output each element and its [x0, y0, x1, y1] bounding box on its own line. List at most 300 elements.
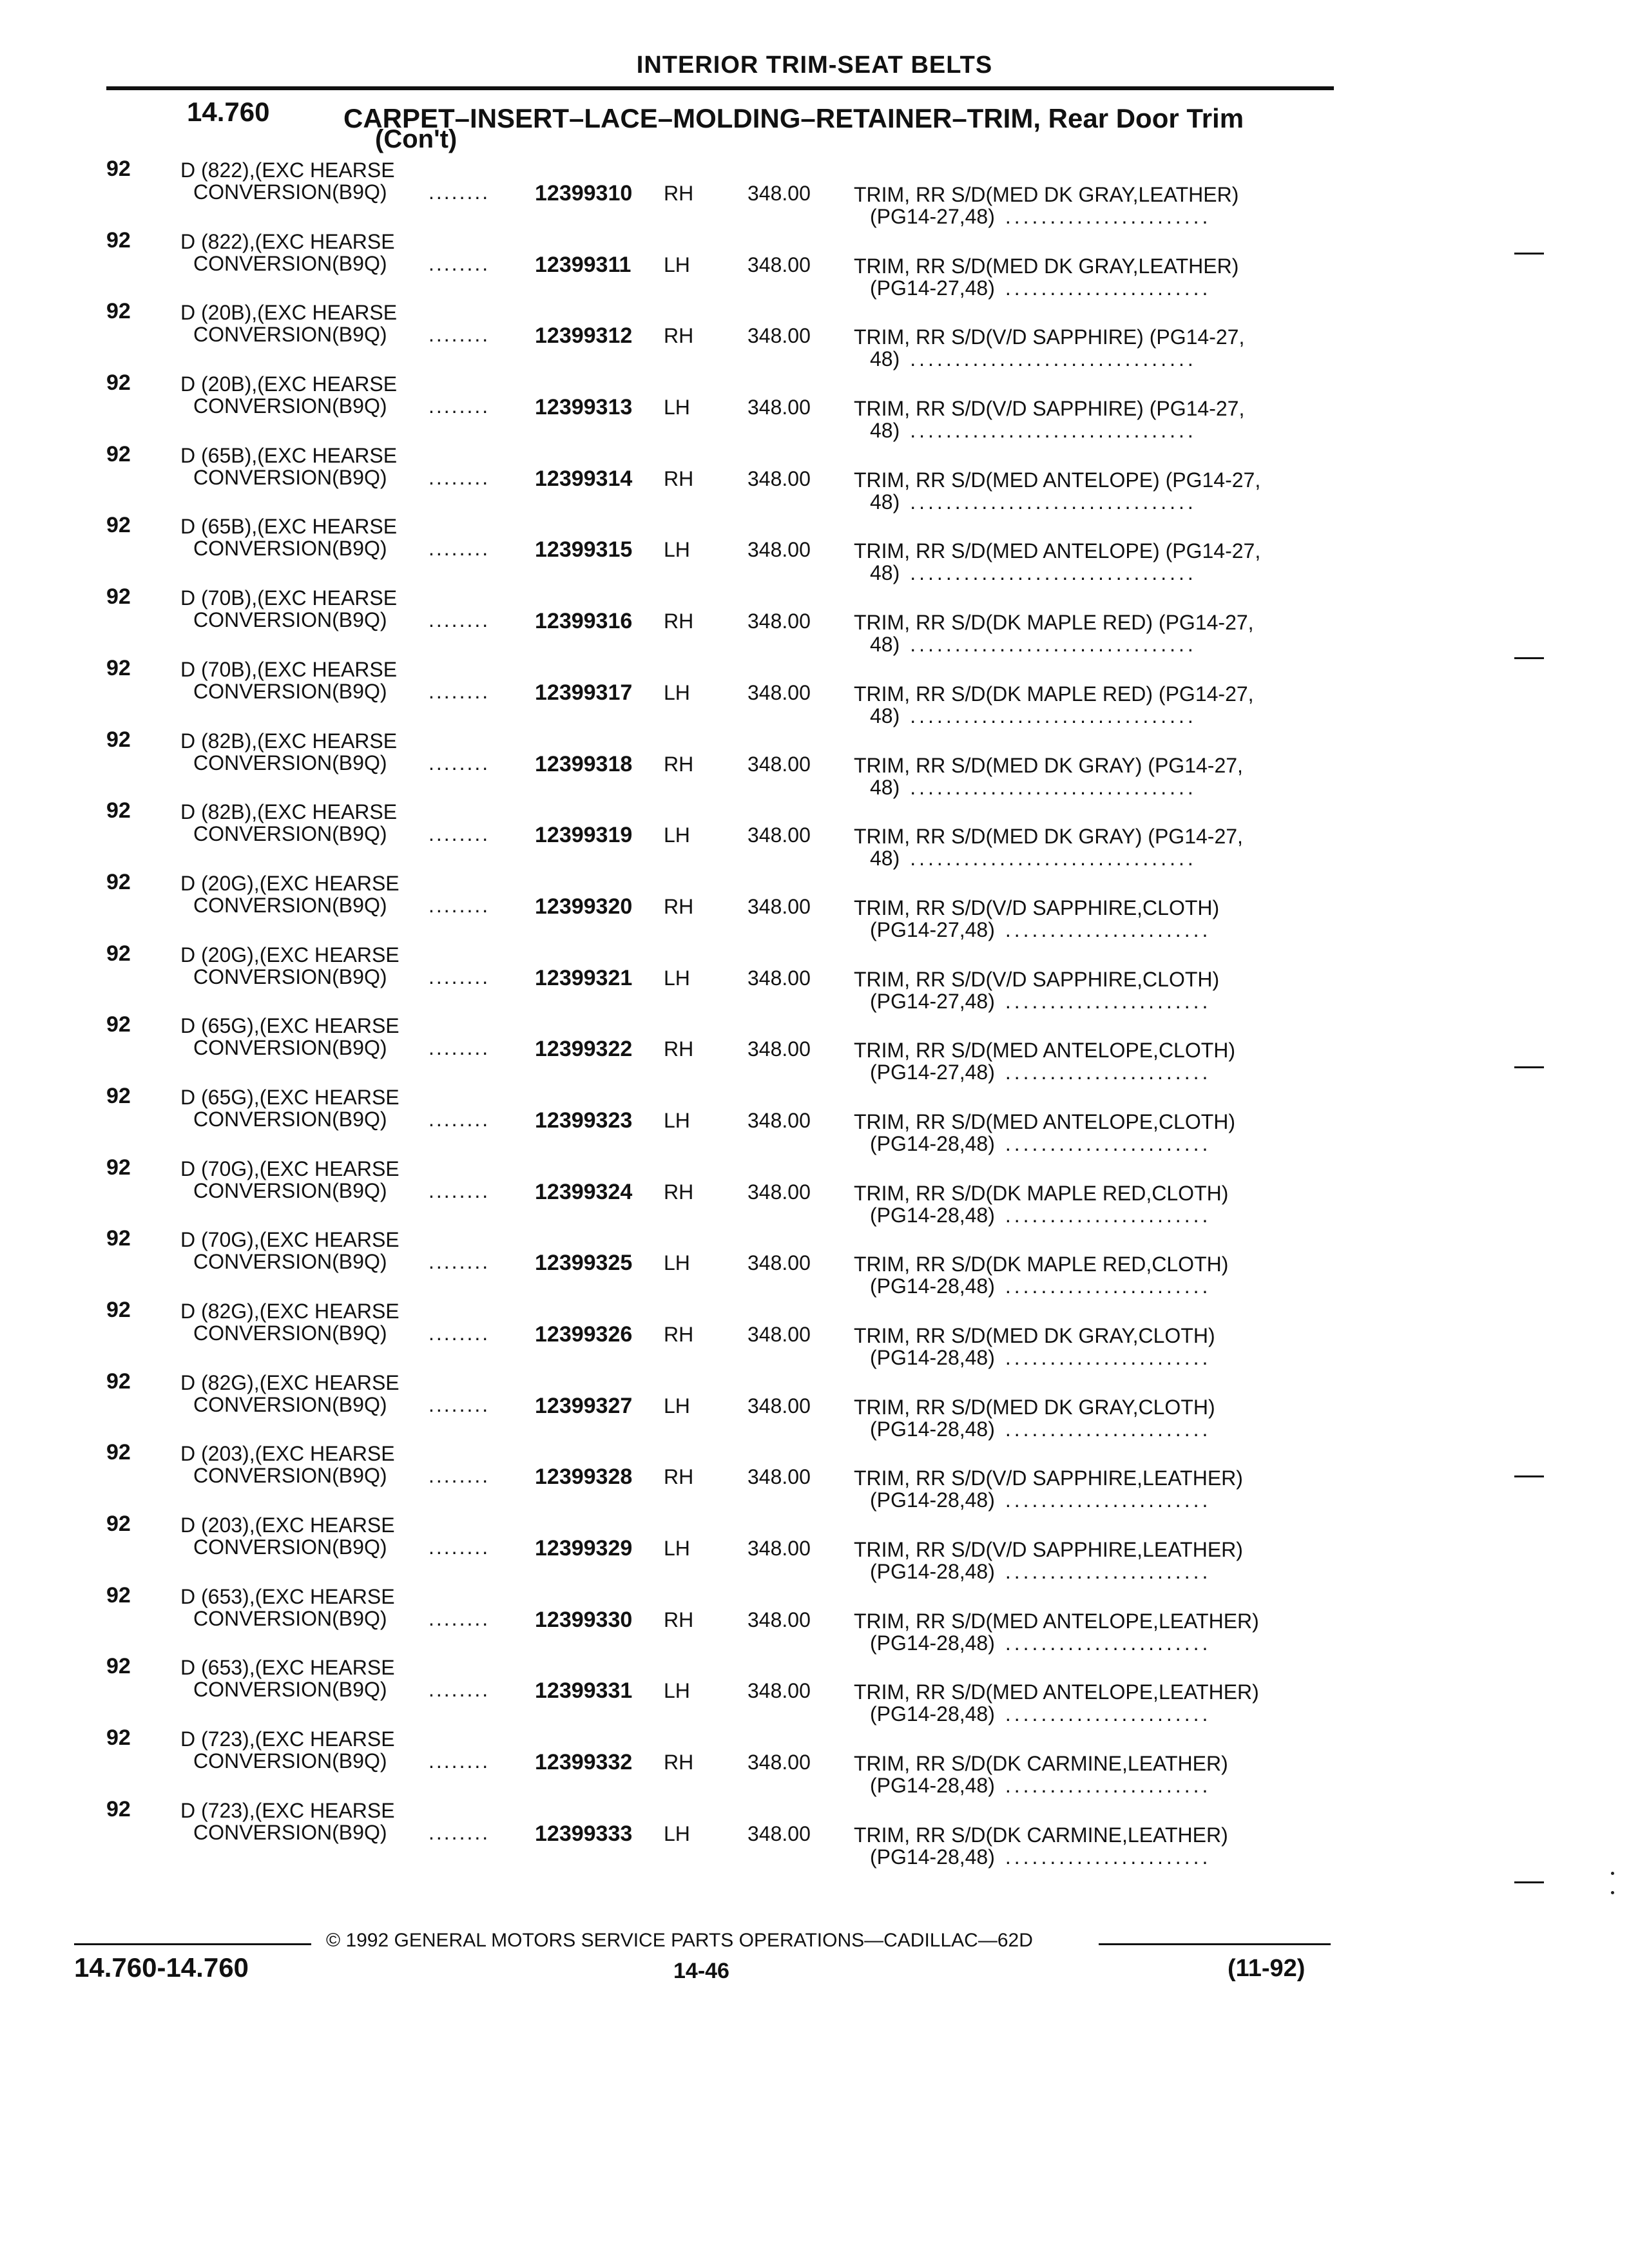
dot-leader: ................................ — [910, 490, 1197, 514]
quantity: 92 — [106, 1796, 131, 1821]
dot-leader: ........ — [429, 965, 490, 988]
part-number: 12399316 — [535, 609, 633, 634]
dot-leader: ....................... — [1005, 918, 1211, 941]
quantity: 92 — [106, 1440, 131, 1465]
price: 348.00 — [747, 1679, 811, 1703]
footer-rule-right — [1099, 1943, 1331, 1945]
trim-reference — [870, 276, 1211, 300]
dot-leader: ........ — [429, 1678, 490, 1702]
option-description: CONVERSION(B9Q) — [193, 1250, 387, 1274]
dot-leader: ........ — [429, 1392, 490, 1416]
quantity: 92 — [106, 513, 131, 538]
trim-reference — [870, 1274, 1211, 1298]
option-description: CONVERSION(B9Q) — [193, 1107, 387, 1131]
quantity: 92 — [106, 655, 131, 680]
part-number: 12399322 — [535, 1037, 633, 1062]
price: 348.00 — [747, 1251, 811, 1275]
trim-description: TRIM, RR S/D(DK MAPLE RED) (PG14-27, — [854, 611, 1254, 635]
dot-leader: ....................... — [1005, 276, 1211, 300]
model-description: D (723),(EXC HEARSE — [180, 1727, 395, 1751]
part-number: 12399313 — [535, 395, 633, 420]
side-code: RH — [664, 1751, 694, 1774]
page-reference: 48) — [870, 633, 900, 657]
option-description: CONVERSION(B9Q) — [193, 1321, 387, 1345]
dot-leader: ........ — [429, 679, 490, 703]
dot-leader: ....................... — [1005, 1346, 1211, 1369]
dot-leader: ........ — [429, 465, 490, 489]
option-description: CONVERSION(B9Q) — [193, 1464, 387, 1488]
margin-mark — [1514, 1881, 1544, 1883]
side-code: LH — [664, 1108, 690, 1132]
model-description: D (65G),(EXC HEARSE — [180, 1014, 400, 1038]
quantity: 92 — [106, 1369, 131, 1394]
trim-reference — [870, 633, 1197, 656]
dot-leader: ....................... — [1005, 1845, 1211, 1869]
side-code: RH — [664, 1608, 694, 1631]
price: 348.00 — [747, 1108, 811, 1132]
footer-copyright: © 1992 GENERAL MOTORS SERVICE PARTS OPERATIONS—CADILLAC—62D — [326, 1930, 1033, 1951]
quantity: 92 — [106, 798, 131, 823]
trim-reference — [870, 1488, 1211, 1512]
dot-leader: ................................ — [910, 347, 1197, 371]
quantity: 92 — [106, 1654, 131, 1679]
part-number: 12399331 — [535, 1678, 633, 1704]
trim-description: TRIM, RR S/D(MED ANTELOPE,CLOTH) — [854, 1110, 1236, 1133]
side-code: RH — [664, 466, 694, 490]
part-entry — [0, 1084, 1629, 1156]
part-entry — [0, 585, 1629, 657]
part-number: 12399326 — [535, 1322, 633, 1347]
part-number: 12399317 — [535, 680, 633, 705]
side-code: LH — [664, 1537, 690, 1561]
option-description: CONVERSION(B9Q) — [193, 1749, 387, 1773]
margin-mark — [1514, 1066, 1544, 1068]
price: 348.00 — [747, 610, 811, 633]
option-description: CONVERSION(B9Q) — [193, 679, 387, 703]
margin-dot — [1611, 1891, 1614, 1894]
trim-reference — [870, 1702, 1211, 1725]
top-rule — [106, 86, 1334, 90]
trim-description: TRIM, RR S/D(DK MAPLE RED) (PG14-27, — [854, 682, 1254, 706]
part-entry — [0, 1156, 1629, 1227]
price: 348.00 — [747, 396, 811, 419]
quantity: 92 — [106, 441, 131, 466]
part-entry — [0, 157, 1629, 229]
side-code: LH — [664, 823, 690, 847]
trim-description: TRIM, RR S/D(MED ANTELOPE,CLOTH) — [854, 1039, 1236, 1062]
part-number: 12399323 — [535, 1108, 633, 1133]
model-description: D (20B),(EXC HEARSE — [180, 301, 398, 325]
trim-reference — [870, 1560, 1211, 1583]
trim-reference — [870, 419, 1197, 442]
trim-description: TRIM, RR S/D(MED ANTELOPE,LEATHER) — [854, 1680, 1259, 1704]
trim-description: TRIM, RR S/D(DK MAPLE RED,CLOTH) — [854, 1181, 1229, 1205]
trim-reference — [870, 990, 1211, 1013]
quantity: 92 — [106, 1155, 131, 1180]
side-code: RH — [664, 752, 694, 776]
price: 348.00 — [747, 253, 811, 276]
quantity: 92 — [106, 584, 131, 610]
option-description: CONVERSION(B9Q) — [193, 608, 387, 632]
side-code: RH — [664, 324, 694, 348]
page-reference: (PG14-27,48) — [870, 1061, 995, 1084]
page-reference: (PG14-28,48) — [870, 1346, 995, 1369]
price: 348.00 — [747, 823, 811, 847]
option-description: CONVERSION(B9Q) — [193, 465, 387, 489]
trim-reference — [870, 1418, 1211, 1441]
price: 348.00 — [747, 1394, 811, 1418]
dot-leader: ........ — [429, 1321, 490, 1345]
footer-rule-left — [74, 1943, 311, 1945]
option-description: CONVERSION(B9Q) — [193, 394, 387, 418]
dot-leader: ........ — [429, 251, 490, 275]
dot-leader: ................................ — [910, 775, 1197, 799]
trim-reference — [870, 1774, 1211, 1797]
dot-leader: ........ — [429, 1250, 490, 1274]
trim-reference — [870, 1845, 1211, 1869]
quantity: 92 — [106, 1582, 131, 1608]
part-number: 12399311 — [535, 252, 631, 277]
page-reference: (PG14-27,48) — [870, 276, 995, 300]
part-entry — [0, 1441, 1629, 1512]
part-number: 12399312 — [535, 323, 633, 349]
option-description: CONVERSION(B9Q) — [193, 537, 387, 561]
model-description: D (65B),(EXC HEARSE — [180, 515, 398, 539]
model-description: D (20G),(EXC HEARSE — [180, 871, 400, 895]
part-number: 12399324 — [535, 1179, 633, 1204]
part-number: 12399319 — [535, 823, 633, 848]
section-subtitle: (Con't) — [375, 125, 458, 153]
trim-description: TRIM, RR S/D(MED DK GRAY) (PG14-27, — [854, 753, 1243, 777]
model-description: D (20B),(EXC HEARSE — [180, 372, 398, 396]
model-description: D (70G),(EXC HEARSE — [180, 1157, 400, 1180]
dot-leader: ........ — [429, 1606, 490, 1630]
part-number: 12399333 — [535, 1821, 633, 1846]
option-description: CONVERSION(B9Q) — [193, 1178, 387, 1202]
page-reference: 48) — [870, 490, 900, 514]
trim-reference — [870, 776, 1197, 799]
model-description: D (20G),(EXC HEARSE — [180, 943, 400, 966]
part-entry — [0, 1370, 1629, 1441]
model-description: D (70B),(EXC HEARSE — [180, 586, 398, 610]
dot-leader: ........ — [429, 1036, 490, 1060]
dot-leader: ........ — [429, 394, 490, 418]
model-description: D (203),(EXC HEARSE — [180, 1442, 395, 1466]
model-description: D (822),(EXC HEARSE — [180, 159, 395, 182]
option-description: CONVERSION(B9Q) — [193, 1606, 387, 1630]
dot-leader: ................................ — [910, 561, 1197, 585]
part-number: 12399318 — [535, 751, 633, 776]
side-code: RH — [664, 1037, 694, 1061]
part-number: 12399329 — [535, 1536, 633, 1561]
page-reference: (PG14-27,48) — [870, 989, 995, 1013]
side-code: RH — [664, 610, 694, 633]
dot-leader: ................................ — [910, 633, 1197, 657]
page-reference: 48) — [870, 419, 900, 443]
quantity: 92 — [106, 1725, 131, 1751]
side-code: RH — [664, 182, 694, 205]
side-code: LH — [664, 1394, 690, 1418]
trim-description: TRIM, RR S/D(V/D SAPPHIRE,LEATHER) — [854, 1466, 1243, 1490]
side-code: LH — [664, 396, 690, 419]
part-entry — [0, 942, 1629, 1014]
side-code: LH — [664, 253, 690, 276]
dot-leader: ........ — [429, 608, 490, 632]
model-description: D (82G),(EXC HEARSE — [180, 1300, 400, 1323]
page-reference: (PG14-27,48) — [870, 918, 995, 941]
price: 348.00 — [747, 752, 811, 776]
part-number: 12399332 — [535, 1750, 633, 1775]
dot-leader: ........ — [429, 751, 490, 774]
quantity: 92 — [106, 299, 131, 324]
page-reference: 48) — [870, 704, 900, 727]
section-number: 14.760 — [187, 97, 270, 127]
option-description: CONVERSION(B9Q) — [193, 180, 387, 204]
dot-leader: ........ — [429, 1749, 490, 1773]
price: 348.00 — [747, 1821, 811, 1845]
dot-leader: ....................... — [1005, 1203, 1211, 1227]
trim-description: TRIM, RR S/D(MED DK GRAY,LEATHER) — [854, 254, 1239, 278]
part-number: 12399325 — [535, 1251, 633, 1276]
dot-leader: ................................ — [910, 704, 1197, 727]
price: 348.00 — [747, 894, 811, 918]
model-description: D (65B),(EXC HEARSE — [180, 443, 398, 467]
trim-description: TRIM, RR S/D(DK CARMINE,LEATHER) — [854, 1823, 1228, 1847]
page-reference: 48) — [870, 847, 900, 870]
page-reference: (PG14-28,48) — [870, 1560, 995, 1584]
dot-leader: ........ — [429, 822, 490, 846]
option-description: CONVERSION(B9Q) — [193, 1036, 387, 1060]
dot-leader: ........ — [429, 1107, 490, 1131]
side-code: LH — [664, 680, 690, 704]
trim-reference — [870, 1204, 1211, 1227]
part-number: 12399321 — [535, 965, 633, 990]
part-number: 12399314 — [535, 466, 633, 491]
model-description: D (82G),(EXC HEARSE — [180, 1370, 400, 1394]
option-description: CONVERSION(B9Q) — [193, 965, 387, 988]
part-number: 12399315 — [535, 537, 633, 562]
option-description: CONVERSION(B9Q) — [193, 323, 387, 347]
dot-leader: ....................... — [1005, 1131, 1211, 1155]
trim-description: TRIM, RR S/D(V/D SAPPHIRE,CLOTH) — [854, 896, 1220, 919]
part-entry — [0, 657, 1629, 728]
part-entry — [0, 1726, 1629, 1798]
model-description: D (70G),(EXC HEARSE — [180, 1228, 400, 1252]
price: 348.00 — [747, 1751, 811, 1774]
page-reference: (PG14-28,48) — [870, 1631, 995, 1655]
dot-leader: ....................... — [1005, 1274, 1211, 1298]
trim-reference — [870, 205, 1211, 228]
trim-description: TRIM, RR S/D(MED ANTELOPE) (PG14-27, — [854, 468, 1261, 492]
part-entry — [0, 371, 1629, 443]
page-title: INTERIOR TRIM-SEAT BELTS — [636, 52, 993, 79]
trim-description: TRIM, RR S/D(DK CARMINE,LEATHER) — [854, 1752, 1228, 1776]
option-description: CONVERSION(B9Q) — [193, 893, 387, 917]
option-description: CONVERSION(B9Q) — [193, 251, 387, 275]
model-description: D (822),(EXC HEARSE — [180, 229, 395, 253]
page-reference: (PG14-28,48) — [870, 1845, 995, 1869]
dot-leader: ....................... — [1005, 1417, 1211, 1441]
quantity: 92 — [106, 1512, 131, 1537]
side-code: LH — [664, 1821, 690, 1845]
quantity: 92 — [106, 941, 131, 966]
dot-leader: ....................... — [1005, 1774, 1211, 1798]
part-number: 12399310 — [535, 181, 633, 206]
model-description: D (723),(EXC HEARSE — [180, 1798, 395, 1822]
model-description: D (203),(EXC HEARSE — [180, 1514, 395, 1537]
part-entry — [0, 799, 1629, 870]
page-reference: (PG14-27,48) — [870, 205, 995, 228]
side-code: RH — [664, 894, 694, 918]
price: 348.00 — [747, 966, 811, 990]
page-reference: (PG14-28,48) — [870, 1203, 995, 1227]
side-code: LH — [664, 966, 690, 990]
dot-leader: ....................... — [1005, 1488, 1211, 1512]
margin-mark — [1514, 253, 1544, 255]
quantity: 92 — [106, 1226, 131, 1251]
part-entry — [0, 870, 1629, 942]
part-entry — [0, 514, 1629, 585]
trim-description: TRIM, RR S/D(DK MAPLE RED,CLOTH) — [854, 1253, 1229, 1276]
part-number: 12399320 — [535, 894, 633, 919]
side-code: LH — [664, 538, 690, 562]
page-reference: (PG14-28,48) — [870, 1774, 995, 1798]
dot-leader: ........ — [429, 1464, 490, 1488]
side-code: RH — [664, 1180, 694, 1204]
page-reference: (PG14-28,48) — [870, 1488, 995, 1512]
option-description: CONVERSION(B9Q) — [193, 1535, 387, 1559]
dot-leader: ....................... — [1005, 1061, 1211, 1084]
dot-leader: ....................... — [1005, 1560, 1211, 1584]
side-code: RH — [664, 1465, 694, 1489]
dot-leader: ................................ — [910, 847, 1197, 870]
price: 348.00 — [747, 182, 811, 205]
part-number: 12399328 — [535, 1465, 633, 1490]
model-description: D (653),(EXC HEARSE — [180, 1584, 395, 1608]
dot-leader: ........ — [429, 893, 490, 917]
trim-description: TRIM, RR S/D(MED DK GRAY,CLOTH) — [854, 1395, 1215, 1419]
model-description: D (65G),(EXC HEARSE — [180, 1085, 400, 1109]
part-entry — [0, 1227, 1629, 1298]
page-reference: 48) — [870, 775, 900, 799]
part-number: 12399330 — [535, 1607, 633, 1632]
option-description: CONVERSION(B9Q) — [193, 822, 387, 846]
part-entry — [0, 1798, 1629, 1869]
dot-leader: ................................ — [910, 419, 1197, 443]
trim-reference — [870, 490, 1197, 514]
quantity: 92 — [106, 1083, 131, 1108]
trim-description: TRIM, RR S/D(MED ANTELOPE,LEATHER) — [854, 1609, 1259, 1633]
dot-leader: ....................... — [1005, 989, 1211, 1013]
price: 348.00 — [747, 466, 811, 490]
trim-description: TRIM, RR S/D(V/D SAPPHIRE,LEATHER) — [854, 1538, 1243, 1562]
footer-page-number: 14-46 — [673, 1959, 729, 1983]
quantity: 92 — [106, 370, 131, 396]
price: 348.00 — [747, 1537, 811, 1561]
section-title: CARPET–INSERT–LACE–MOLDING–RETAINER–TRIM, Rear Door Trim — [343, 103, 1244, 133]
part-entry — [0, 1298, 1629, 1370]
dot-leader: ....................... — [1005, 205, 1211, 228]
quantity: 92 — [106, 727, 131, 752]
dot-leader: ....................... — [1005, 1631, 1211, 1655]
page-reference: 48) — [870, 347, 900, 371]
margin-dot — [1611, 1872, 1614, 1875]
trim-reference — [870, 347, 1197, 370]
trim-description: TRIM, RR S/D(V/D SAPPHIRE,CLOTH) — [854, 967, 1220, 991]
trim-description: TRIM, RR S/D(MED DK GRAY,CLOTH) — [854, 1324, 1215, 1347]
option-description: CONVERSION(B9Q) — [193, 751, 387, 774]
part-entry — [0, 1013, 1629, 1084]
trim-description: TRIM, RR S/D(V/D SAPPHIRE) (PG14-27, — [854, 325, 1245, 349]
price: 348.00 — [747, 324, 811, 348]
trim-reference — [870, 918, 1211, 941]
price: 348.00 — [747, 1180, 811, 1204]
trim-reference — [870, 847, 1197, 870]
price: 348.00 — [747, 1323, 811, 1346]
option-description: CONVERSION(B9Q) — [193, 1392, 387, 1416]
model-description: D (82B),(EXC HEARSE — [180, 729, 398, 753]
part-entry — [0, 1655, 1629, 1726]
margin-mark — [1514, 1475, 1544, 1477]
price: 348.00 — [747, 1465, 811, 1489]
side-code: LH — [664, 1251, 690, 1275]
trim-description: TRIM, RR S/D(MED DK GRAY,LEATHER) — [854, 183, 1239, 206]
part-entry — [0, 229, 1629, 300]
part-entry — [0, 1584, 1629, 1655]
side-code: LH — [664, 1679, 690, 1703]
trim-description: TRIM, RR S/D(V/D SAPPHIRE) (PG14-27, — [854, 397, 1245, 421]
price: 348.00 — [747, 538, 811, 562]
part-number: 12399327 — [535, 1393, 633, 1418]
parts-list — [0, 157, 1629, 1869]
page-reference: (PG14-28,48) — [870, 1702, 995, 1726]
model-description: D (70B),(EXC HEARSE — [180, 657, 398, 681]
trim-reference — [870, 1061, 1211, 1084]
footer-range: 14.760-14.760 — [74, 1952, 249, 1983]
quantity: 92 — [106, 1012, 131, 1037]
option-description: CONVERSION(B9Q) — [193, 1820, 387, 1844]
price: 348.00 — [747, 1037, 811, 1061]
trim-reference — [870, 1631, 1211, 1655]
trim-reference — [870, 561, 1197, 584]
dot-leader: ....................... — [1005, 1702, 1211, 1726]
model-description: D (653),(EXC HEARSE — [180, 1656, 395, 1680]
trim-reference — [870, 1132, 1211, 1155]
quantity: 92 — [106, 1298, 131, 1322]
quantity: 92 — [106, 227, 131, 253]
model-description: D (82B),(EXC HEARSE — [180, 800, 398, 824]
dot-leader: ........ — [429, 1535, 490, 1559]
trim-reference — [870, 704, 1197, 727]
side-code: RH — [664, 1323, 694, 1346]
page-reference: (PG14-28,48) — [870, 1417, 995, 1441]
part-entry — [0, 728, 1629, 800]
part-entry — [0, 443, 1629, 514]
dot-leader: ........ — [429, 1820, 490, 1844]
dot-leader: ........ — [429, 323, 490, 347]
dot-leader: ........ — [429, 1178, 490, 1202]
part-entry — [0, 300, 1629, 371]
quantity: 92 — [106, 157, 131, 181]
price: 348.00 — [747, 680, 811, 704]
option-description: CONVERSION(B9Q) — [193, 1678, 387, 1702]
margin-mark — [1514, 657, 1544, 659]
page-reference: 48) — [870, 561, 900, 585]
footer-date: (11-92) — [1228, 1955, 1306, 1982]
price: 348.00 — [747, 1608, 811, 1631]
dot-leader: ........ — [429, 180, 490, 204]
part-entry — [0, 1512, 1629, 1584]
